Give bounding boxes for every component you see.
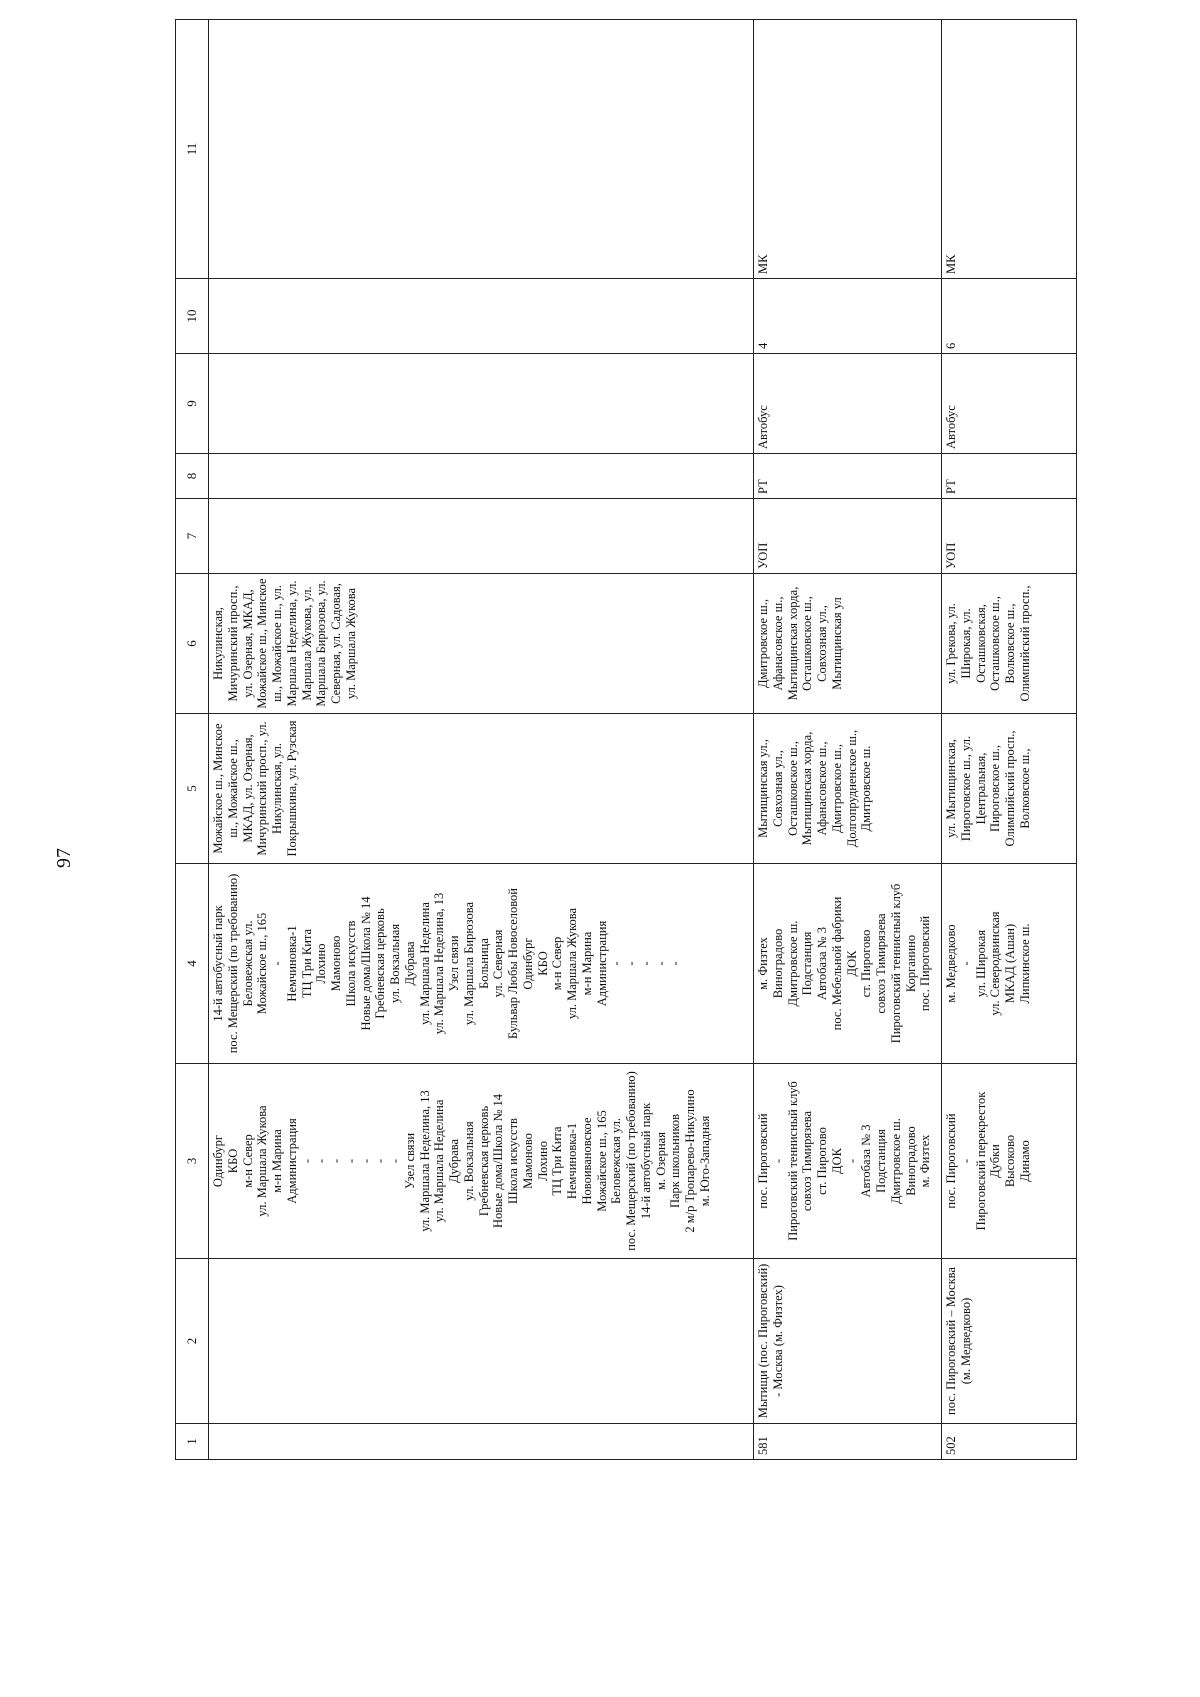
stop-name: пос. Пироговский [756, 1113, 770, 1209]
stop-name: Подстанция [874, 1129, 888, 1193]
stop-name: м. Медведково [944, 924, 958, 1003]
page-number: 97 [53, 848, 75, 868]
stop-name: - [609, 961, 624, 966]
stop-name: - [314, 1158, 329, 1164]
stop-name: ул. Маршала Неделина, 13 [417, 1090, 432, 1232]
stop-name: - [638, 961, 653, 966]
header-cell: 9 [176, 354, 209, 454]
stop-name: 14-й автобусный парк [211, 905, 225, 1022]
stop-name: ДОК [844, 950, 859, 977]
stop-name: Больница [476, 938, 491, 989]
stop-name: м-н Север [240, 1134, 255, 1188]
stop-name: м. Юго-Западная [697, 1115, 712, 1207]
stop-name: Автобаза № 3 [859, 1124, 874, 1198]
stop-name: ул. Вокзальная [388, 923, 402, 1004]
stop-name: ТЦ Три Кита [550, 1126, 565, 1196]
transport-type-cell [209, 354, 754, 454]
vehicle-class-cell: МК [754, 20, 942, 279]
stop-name: Можайское ш., 165 [255, 912, 270, 1015]
stop-name: ул. Маршала Жукова [255, 1105, 270, 1217]
stop-name: - [270, 961, 284, 966]
stop-name: - [358, 1158, 373, 1164]
stop-name: м-н Марина [579, 931, 594, 996]
stop-name: 14-й автобусный парк [638, 1102, 653, 1220]
stop-name: ул. Маршала Неделина, 13 [432, 892, 447, 1035]
stop-name: ТЦ Три Кита [299, 928, 314, 999]
routes-table [175, 19, 1077, 1460]
stop-name: МКАД (Ашан) [1003, 923, 1017, 1004]
rotated-table-region [175, 20, 1120, 1460]
stops-forward-cell [754, 1064, 942, 1259]
stops-forward-cell [209, 1064, 754, 1259]
stop-name: Немчиновка-1 [284, 925, 299, 1002]
stop-name: м-н Север [550, 936, 565, 991]
stop-name: - [958, 961, 973, 966]
stop-name: Высоково [1003, 1134, 1017, 1188]
route-name-cell: Мытищи (пос. Пироговский) - Москва (м. Физтех) [754, 1259, 942, 1424]
stop-name: пос. Мебельной фабрики [829, 896, 844, 1031]
stop-name: ул. Вокзальная [461, 1121, 476, 1201]
stop-name: Новоивановское [579, 1117, 594, 1205]
stop-name: ул. Северодвинская [988, 911, 1003, 1016]
stop-name: Гребневская церковь [373, 908, 388, 1019]
stop-name: Новые дома/Школа № 14 [358, 896, 373, 1031]
header-cell: 10 [176, 279, 209, 354]
stop-name: - [624, 961, 638, 966]
header-cell: 3 [176, 1064, 209, 1259]
vehicle-class-cell: МК [942, 20, 1077, 279]
stop-name: м-н Марина [270, 1129, 284, 1193]
table-row [942, 20, 1077, 1460]
stop-name: Школа искусств [343, 920, 358, 1007]
streets-forward-cell: Мытищинская ул., Совхозная ул., Осташковское ш., Мытищинская хорда, Афанасовское ш., Дмитровское ш., Долгопрудненское ш., Дмитровское ш. [754, 714, 942, 864]
stop-name: - [329, 1158, 343, 1164]
stop-name: м. Озерная [653, 1132, 668, 1190]
stop-name: Подстанция [800, 931, 815, 996]
vehicle-count-cell: 6 [942, 279, 1077, 354]
streets-backward-cell: ул. Грекова, ул. Широкая, ул. Осташковская, Осташковское ш., Волковское ш., Олимпийский просп., [942, 574, 1077, 714]
stop-name: совхоз Тимирязева [874, 913, 888, 1014]
stop-name: пос. Пироговский [944, 1113, 958, 1209]
header-cell: 1 [176, 1424, 209, 1460]
header-cell: 8 [176, 454, 209, 499]
stop-name: Можайское ш., 165 [594, 1110, 609, 1212]
stop-name: 2 м/р Тропарево-Никулино [683, 1089, 697, 1233]
stop-name: Мамоново [329, 935, 343, 992]
tariff-cell: РТ [942, 454, 1077, 499]
stop-name: совхоз Тимирязева [800, 1110, 815, 1212]
stops-forward-cell [942, 1064, 1077, 1259]
header-cell: 4 [176, 864, 209, 1064]
route-number-cell [209, 1424, 754, 1460]
stop-name: Дмитровское ш. [888, 1118, 903, 1204]
header-cell: 7 [176, 499, 209, 574]
stop-name: Пироговский теннисный клуб [785, 1081, 800, 1241]
stop-name: - [388, 1158, 402, 1164]
stop-type-cell: УОП [942, 499, 1077, 574]
stop-name: - [653, 961, 668, 966]
streets-backward-cell: Дмитровское ш., Афанасовское ш., Мытищинская хорда, Осташковское ш., Совхозная ул., Мытищинская ул [754, 574, 942, 714]
stop-name: ул. Маршала Жукова [565, 907, 579, 1020]
tariff-cell: РТ [754, 454, 942, 499]
stop-name: ул. Широкая [973, 929, 988, 998]
stop-name: - [299, 1158, 314, 1164]
streets-forward-cell: Можайское ш., Минское ш., Можайское ш., МКАД, ул. Озерная, Мичуринский просп., ул. Никулинская, ул. Покрышкина, ул. Рузская [209, 714, 754, 864]
stop-name: пос. Мещерский (по требованию) [225, 873, 240, 1054]
stop-name: Администрация [594, 920, 609, 1007]
streets-forward-cell: ул. Мытищинская, Пироговское ш., ул. Центральная, Пироговское ш., Олимпийский просп., Волковское ш., [942, 714, 1077, 864]
stop-name: Новые дома/Школа № 14 [491, 1093, 506, 1229]
stop-name: ДОК [829, 1148, 844, 1174]
stop-name: м. Физтех [918, 1134, 933, 1188]
stop-name: Корганино [903, 934, 918, 993]
stop-name: Беловежская ул. [240, 920, 255, 1007]
stop-name: ст. Пирогово [815, 1127, 829, 1195]
stop-name: Узел связи [447, 935, 461, 992]
stop-name: - [958, 1158, 973, 1164]
header-row [176, 20, 209, 1460]
route-number-cell: 581 [754, 1424, 942, 1460]
stop-name: Парк школьников [668, 1113, 683, 1209]
stops-backward-cell [209, 864, 754, 1064]
tariff-cell [209, 454, 754, 499]
stop-name: Одинбург [520, 937, 535, 990]
stop-name: - [770, 1158, 785, 1164]
stop-name: ул. Маршала Неделина [432, 1099, 447, 1223]
transport-type-cell: Автобус [754, 354, 942, 454]
stop-name: Беловежская ул. [609, 1118, 624, 1204]
header-cell: 5 [176, 714, 209, 864]
route-number-cell: 502 [942, 1424, 1077, 1460]
stop-name: ул. Маршала Бирюзова [461, 901, 476, 1026]
stop-type-cell: УОП [754, 499, 942, 574]
stop-name: - [343, 1158, 358, 1164]
stop-name: Автобаза № 3 [815, 927, 829, 1000]
stop-name: КБО [535, 951, 550, 976]
stop-name: Узел связи [402, 1132, 417, 1190]
stop-name: Дмитровское ш. [785, 920, 800, 1007]
stop-name: Виноградово [770, 928, 785, 999]
vehicle-class-cell [209, 20, 754, 279]
stops-backward-cell [942, 864, 1077, 1064]
stop-name: Администрация [284, 1118, 299, 1204]
stop-name: пос. Пироговский [918, 915, 933, 1012]
stop-name: Дубрава [447, 1138, 461, 1184]
stop-name: Бульвар Любы Новоселовой [506, 888, 520, 1040]
vehicle-count-cell [209, 279, 754, 354]
stop-name: ул. Северная [491, 929, 506, 998]
stop-name: Школа искусств [506, 1118, 520, 1204]
stop-name: Немчиновка-1 [565, 1122, 579, 1200]
stop-name: - [844, 1158, 859, 1164]
route-name-cell [209, 1259, 754, 1424]
streets-backward-cell: Никулинская, Мичуринский просп., ул. Озерная, МКАД, Можайское ш., Минское ш., Можайское ш., ул. Маршала Неделина, ул. Маршала Жукова, ул. Маршала Бирюзова, ул. Северная, ул. Садовая, ул. Маршала Жукова [209, 574, 754, 714]
stop-name: Липкинское ш. [1017, 923, 1032, 1004]
stop-name: Пироговский перекресток [973, 1091, 988, 1231]
transport-type-cell: Автобус [942, 354, 1077, 454]
stop-name: пос. Мещерский (по требованию) [624, 1071, 638, 1251]
stops-backward-cell [754, 864, 942, 1064]
stop-name: - [668, 961, 683, 966]
stop-name: Пироговский теннисный клуб [888, 883, 903, 1044]
stop-type-cell [209, 499, 754, 574]
route-name-cell: пос. Пироговский – Москва (м. Медведково) [942, 1259, 1077, 1424]
stop-name: Дубки [988, 1144, 1003, 1178]
header-cell: 6 [176, 574, 209, 714]
stop-name: КБО [225, 1148, 240, 1174]
table-row [754, 20, 942, 1460]
header-cell: 2 [176, 1259, 209, 1424]
stop-name: Одинбург [211, 1134, 225, 1188]
stop-name: Лохино [535, 1141, 550, 1181]
stop-name: м. Физтех [756, 937, 770, 990]
stop-name: Виноградово [903, 1126, 918, 1196]
header-cell: 11 [176, 20, 209, 279]
stop-name: ст. Пирогово [859, 929, 874, 998]
stop-name: Мамоново [520, 1133, 535, 1189]
stop-name: Дубрава [402, 941, 417, 986]
stop-name: Динамо [1017, 1140, 1032, 1182]
stop-name: Лохино [314, 943, 329, 984]
table-row [209, 20, 754, 1460]
stop-name: - [373, 1158, 388, 1164]
stop-name: ул. Маршала Неделина [417, 902, 432, 1025]
stop-name: Гребневская церковь [476, 1105, 491, 1217]
vehicle-count-cell: 4 [754, 279, 942, 354]
